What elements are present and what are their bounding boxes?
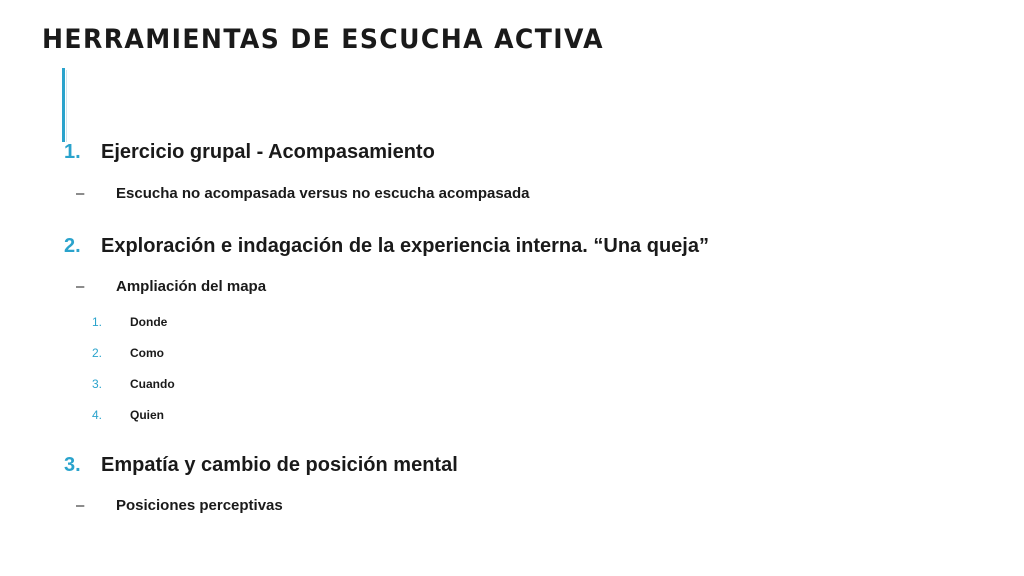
list-item-number: 2. — [64, 235, 81, 257]
list-item-number: 1. — [64, 141, 81, 163]
list-item-text: Empatía y cambio de posición mental — [101, 454, 458, 476]
sub-item — [76, 185, 530, 202]
list-item-text: Ejercicio grupal - Acompasamiento — [101, 141, 435, 163]
sub-sub-item-text: Cuando — [130, 377, 175, 391]
sub-sub-item — [92, 408, 164, 422]
accent-bar-shadow — [66, 70, 67, 142]
slide-title: HERRAMIENTAS DE ESCUCHA ACTIVA — [42, 24, 604, 55]
list-item-text: Exploración e indagación de la experiencia interna. “Una queja” — [101, 235, 709, 257]
list-item-3 — [64, 454, 458, 477]
sub-item — [76, 278, 266, 295]
list-item-1 — [64, 141, 435, 164]
sub-item-text: Escucha no acompasada versus no escucha acompasada — [116, 185, 530, 202]
list-item-2 — [64, 235, 709, 258]
sub-sub-item-text: Donde — [130, 315, 168, 329]
sub-sub-item — [92, 346, 164, 360]
dash-marker: – — [76, 185, 85, 202]
accent-bar — [62, 68, 65, 142]
list-item-number: 3. — [64, 454, 81, 476]
dash-marker: – — [76, 278, 85, 295]
sub-sub-item-number: 4. — [92, 408, 103, 422]
sub-sub-item-text: Quien — [130, 408, 165, 422]
sub-item-text: Ampliación del mapa — [116, 278, 267, 295]
sub-sub-item — [92, 315, 167, 329]
sub-sub-item-text: Como — [130, 346, 164, 360]
sub-sub-item-number: 3. — [92, 377, 103, 391]
sub-sub-item — [92, 377, 175, 391]
sub-item — [76, 497, 283, 514]
dash-marker: – — [76, 497, 85, 514]
sub-sub-item-number: 2. — [92, 346, 103, 360]
sub-sub-item-number: 1. — [92, 315, 103, 329]
sub-item-text: Posiciones perceptivas — [116, 497, 283, 514]
